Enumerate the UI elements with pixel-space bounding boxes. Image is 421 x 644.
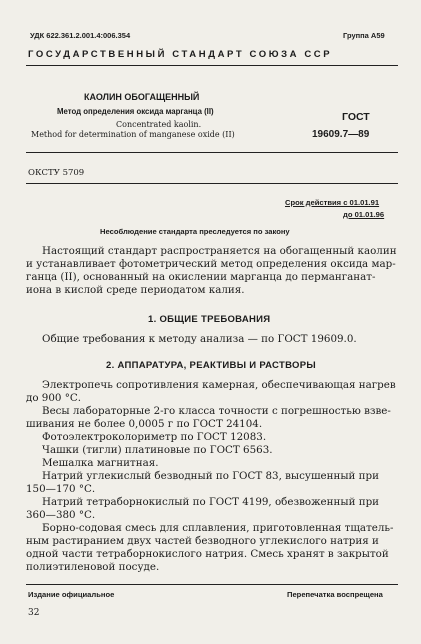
- intro-line: иона в кислой среде периодатом калия.: [26, 284, 245, 296]
- legal-notice: Несоблюдение стандарта преследуется по закону: [100, 227, 290, 236]
- item-line: Чашки (тигли) платиновые по ГОСТ 6563.: [42, 444, 273, 456]
- item-line: шивания не более 0,0005 г по ГОСТ 24104.: [26, 418, 263, 430]
- gost-number: 19609.7—89: [312, 129, 370, 140]
- english-title-1: Concentrated kaolin.: [116, 120, 202, 129]
- item-line: Натрий тетраборнокислый по ГОСТ 4199, обезвоженный при: [42, 496, 380, 508]
- state-standard-banner: ГОСУДАРСТВЕННЫЙ СТАНДАРТ СОЮЗА ССР: [28, 49, 333, 60]
- okstu-rule: [26, 183, 398, 184]
- section-2-items: [26, 379, 398, 574]
- intro-line: и устанавливает фотометрический метод определения оксида мар-: [26, 258, 396, 270]
- item-line: одной части тетраборнокислого натрия. Смесь хранят в закрытой: [26, 548, 389, 560]
- standard-title: КАОЛИН ОБОГАЩЕННЫЙ: [84, 92, 200, 102]
- item-line: Весы лабораторные 2-го класса точности с погрешностью взве-: [42, 405, 391, 417]
- section-2-title: 2. АППАРАТУРА, РЕАКТИВЫ И РАСТВОРЫ: [106, 360, 316, 371]
- item-line: Электропечь сопротивления камерная, обеспечивающая нагрев: [42, 379, 396, 391]
- item-line: Мешалка магнитная.: [42, 457, 159, 469]
- title-rule: [26, 152, 398, 153]
- item-line: ным растиранием двух частей безводного углекислого натрия и: [26, 535, 379, 547]
- footer-official-edition: Издание официальное: [28, 590, 115, 599]
- standard-subtitle: Метод определения оксида марганца (II): [57, 107, 214, 116]
- item-line: полиэтиленовой посуде.: [26, 561, 160, 573]
- item-line: Натрий углекислый безводный по ГОСТ 83, высушенный при: [42, 470, 379, 482]
- english-title-2: Method for determination of manganese oxide (II): [31, 130, 235, 139]
- footer-reprint-prohibited: Перепечатка воспрещена: [287, 590, 383, 599]
- page-number: 32: [28, 608, 40, 618]
- gost-label: ГОСТ: [342, 111, 370, 123]
- item-line: Фотоэлектроколориметр по ГОСТ 12083.: [42, 431, 267, 443]
- item-line: 360—380 °С.: [26, 509, 96, 521]
- section-1-text: Общие требования к методу анализа — по ГОСТ 19609.0.: [42, 333, 357, 345]
- okstu-code: ОКСТУ 5709: [28, 168, 85, 178]
- udk-code: УДК 622.361.2.001.4:006.354: [30, 31, 131, 40]
- footer-rule: [26, 584, 398, 585]
- validity-to: до 01.01.96: [343, 210, 385, 219]
- group-code: Группа А59: [343, 31, 385, 40]
- item-line: 150—170 °С.: [26, 483, 96, 495]
- header-rule: [26, 65, 398, 66]
- intro-line: Настоящий стандарт распространяется на обогащенный каолин: [42, 245, 397, 257]
- item-line: до 900 °С.: [26, 392, 82, 404]
- intro-line: ганца (II), основанный на окислении марганца до перманганат-: [26, 271, 376, 283]
- intro-paragraph: [26, 245, 398, 297]
- section-1-title: 1. ОБЩИЕ ТРЕБОВАНИЯ: [148, 314, 271, 325]
- validity-from: Срок действия с 01.01.91: [285, 198, 380, 207]
- item-line: Борно-содовая смесь для сплавления, приготовленная тщатель-: [42, 522, 394, 534]
